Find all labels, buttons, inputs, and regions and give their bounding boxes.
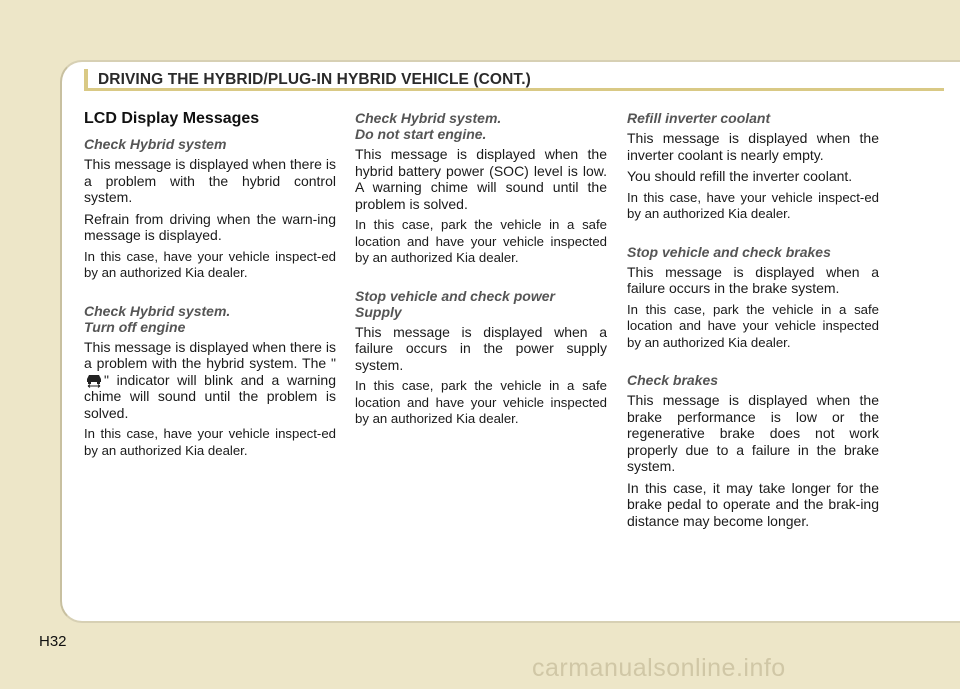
message-title [84, 303, 336, 335]
paragraph: In this case, have your vehicle inspect-ed by an authorized Kia dealer. [627, 189, 879, 221]
column-2 [355, 110, 607, 433]
paragraph: This message is displayed when the brake performance is low or the regenerative brake does not work properly due to a failure in the brake system. [627, 392, 879, 474]
paragraph: In this case, have your vehicle inspect-ed by an authorized Kia dealer. [84, 248, 336, 280]
message-title: Check brakes [627, 372, 719, 388]
message-title [355, 110, 607, 142]
paragraph: This message is displayed when there is a problem with the hybrid control system. [84, 156, 336, 205]
paragraph: In this case, it may take longer for the brake pedal to operate and the brak-ing distance may become longer. [627, 479, 879, 529]
header-title: DRIVING THE HYBRID/PLUG-IN HYBRID VEHICLE (CONT.) [98, 71, 531, 88]
text-fragment: This message is displayed when there is a problem with the hybrid system. The " [84, 338, 336, 371]
paragraph: In this case, park the vehicle in a safe location and have your vehicle inspected by an authorized Kia dealer. [355, 217, 607, 265]
message-title: Refill inverter coolant [627, 110, 771, 126]
message-title-line: Check Hybrid system. [84, 302, 231, 319]
message-title: Check Hybrid system [84, 136, 227, 152]
message-title: Stop vehicle and check brakes [627, 243, 831, 260]
paragraph: This message is displayed when the hybrid battery power (SOC) level is low. A warning chime will sound until the problem is solved. [355, 146, 607, 212]
text-fragment: " indicator will blink and a warning chime will sound until the problem is solved. [84, 371, 336, 421]
message-title-line: Do not start engine. [355, 126, 487, 142]
watermark: carmanualsonline.info [532, 654, 786, 682]
message-title-line: Supply [355, 303, 402, 320]
message-title-line: Stop vehicle and check power [355, 287, 555, 304]
paragraph: This message is displayed when the inverter coolant is nearly empty. [627, 130, 879, 163]
page-number: H32 [39, 633, 67, 650]
section-title: LCD Display Messages [84, 110, 260, 127]
message-title-line: Turn off engine [84, 318, 186, 335]
paragraph: You should refill the inverter coolant. [627, 168, 853, 184]
paragraph: In this case, park the vehicle in a safe location and have your vehicle inspected by an authorized Kia dealer. [355, 378, 607, 426]
hybrid-system-warning-icon [84, 372, 104, 388]
paragraph: In this case, have your vehicle inspect-ed by an authorized Kia dealer. [84, 426, 336, 458]
paragraph [84, 339, 336, 422]
column-1 [84, 110, 336, 464]
message-title [355, 288, 607, 320]
message-title-line: Check Hybrid system. [355, 110, 502, 126]
paragraph: This message is displayed when a failure occurs in the brake system. [627, 263, 879, 296]
paragraph: In this case, park the vehicle in a safe location and have your vehicle inspected by an authorized Kia dealer. [627, 301, 879, 350]
column-3 [627, 110, 879, 534]
paragraph: Refrain from driving when the warn-ing message is displayed. [84, 210, 336, 243]
paragraph: This message is displayed when a failure occurs in the power supply system. [355, 323, 607, 373]
